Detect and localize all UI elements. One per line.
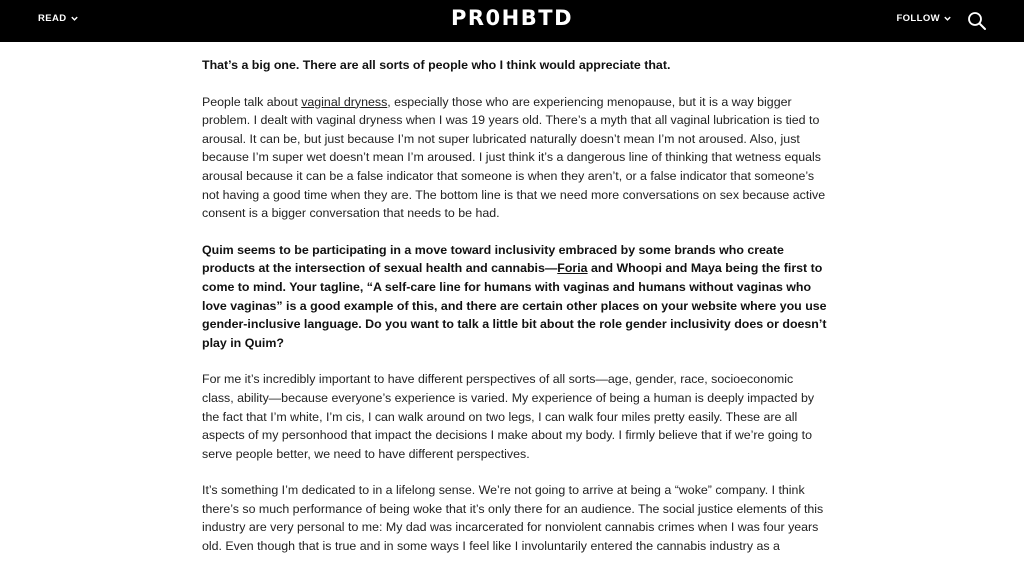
- answer-text: , especially those who are experiencing menopause, but it is a way bigger problem. I dealt with vaginal dryness when I was 19 years old. There’s a myth that all vaginal lubrication is tied to arousal. It can be, but just because I’m not super lubricated naturally doesn’t mean I’m not aroused. Also, just because I’m super wet doesn’t mean I’m aroused. I just think it’s a dangerous line of thinking that wetness equals arousal because it can be a false indicator that someone is when they aren’t, or a false indicator that someone’s not having a good time when they are. The bottom line is that we need more conversations on sex because active consent is a bigger conversation that needs to be had.: [202, 94, 826, 221]
- site-logo[interactable]: PR0HBTD: [450, 6, 573, 30]
- interview-answer: [202, 481, 827, 555]
- top-navigation-bar: [0, 0, 1024, 42]
- answer-text: For me it’s incredibly important to have different perspectives of all sorts—age, gender, race, socioeconomic class, ability—because everyone’s experience is varied. My experience of being a human is deeply impacted by the fact that I’m white, I’m cis, I can walk around on two legs, I can walk four miles pretty easily. These are all aspects of my personhood that impact the decisions I make about my body. I firmly believe that if we’re going to serve people better, we need to have different perspectives.: [202, 372, 815, 461]
- foria-link[interactable]: Foria: [557, 261, 588, 276]
- article-body: [202, 56, 827, 574]
- interview-answer: [202, 370, 827, 463]
- interview-question: [202, 241, 827, 353]
- question-text: Quim seems to be participating in a move toward inclusivity embraced by some brands who create products at the intersection of sexual health and cannabis—: [202, 242, 784, 276]
- chevron-down-icon: [943, 14, 952, 23]
- follow-menu-button[interactable]: [896, 13, 952, 24]
- question-text: and Whoopi and Maya being the first to come to mind. Your tagline, “A self-care line for humans with vaginas and humans without vaginas who love vaginas” is a good example of this, and there are certain other places on your website where you use gender-inclusive language. Do you want to talk a little bit about the role gender inclusivity does or doesn’t play in Quim?: [202, 261, 827, 350]
- search-icon[interactable]: [967, 11, 987, 31]
- vaginal-dryness-link[interactable]: vaginal dryness: [301, 94, 388, 109]
- interview-answer: [202, 93, 827, 223]
- read-menu-label: READ: [38, 13, 67, 24]
- follow-menu-label: FOLLOW: [896, 13, 940, 24]
- answer-text: It’s something I’m dedicated to in a lifelong sense. We’re not going to arrive at being a “woke” company. I think there’s so much performance of being woke that it’s only there for an audience. The social justice elements of this industry are very personal to me: My dad was incarcerated for nonviolent cannabis crimes when I was four years old. Even though that is true and in some ways I feel like I involuntarily entered the cannabis industry as a: [202, 483, 824, 554]
- question-text: That’s a big one. There are all sorts of people who I think would appreciate that.: [202, 58, 671, 72]
- answer-text: People talk about: [202, 94, 302, 109]
- interview-question: [202, 56, 827, 75]
